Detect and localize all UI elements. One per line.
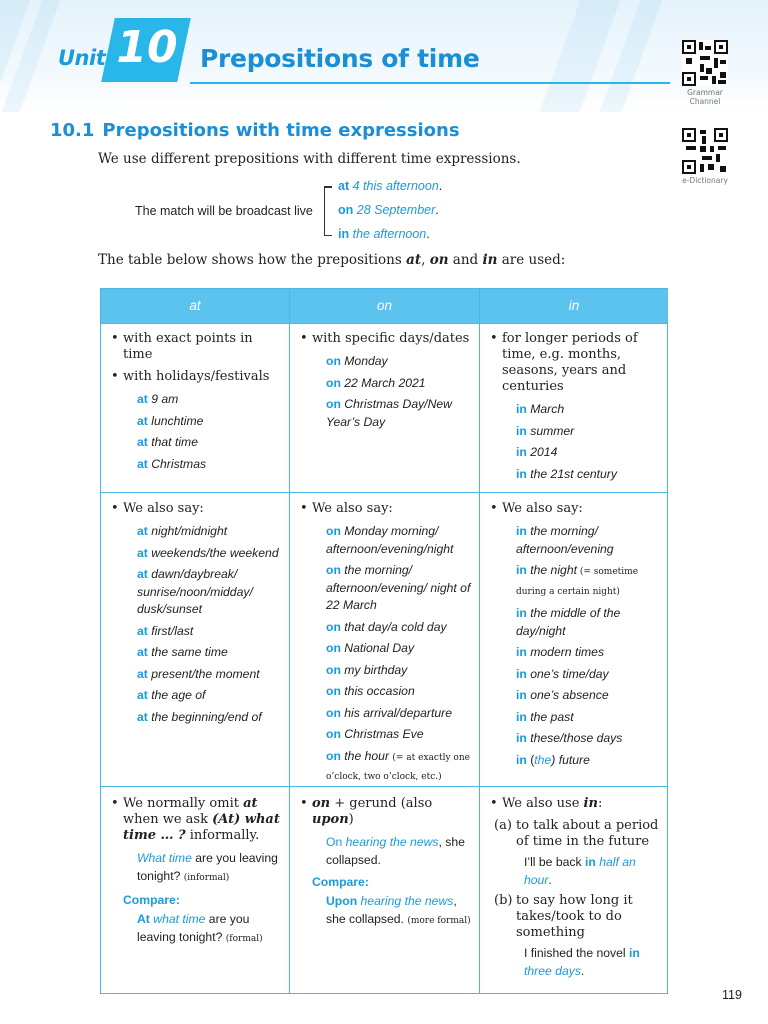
text-run: Upon (326, 894, 358, 908)
text-run: . (548, 872, 552, 887)
text-run: Compare: (312, 875, 369, 889)
text-run: the night (526, 563, 577, 577)
text-run: in (516, 423, 527, 438)
qr-code-e-dictionary[interactable] (682, 128, 728, 174)
text-run: in (629, 946, 640, 960)
text-run: Compare: (123, 893, 180, 907)
text-run: on (326, 619, 341, 634)
text-run: in (583, 796, 598, 811)
text-run: at (406, 252, 422, 268)
table-header-on: on (290, 289, 479, 323)
usage-note: (= sometime during a certain night) (516, 567, 639, 597)
table-intro (98, 252, 565, 268)
text-run: that time (147, 435, 198, 449)
text-run: Monday (340, 354, 388, 368)
example-line (109, 687, 283, 705)
text-run: Christmas (147, 456, 207, 471)
text-run: this occasion (340, 684, 415, 698)
text-run: the beginning/end of (147, 709, 262, 724)
text-run: in (516, 563, 527, 577)
bullet-point (488, 331, 662, 395)
text-run: what time (153, 912, 206, 926)
example-line (488, 752, 662, 770)
text-run: on (326, 524, 341, 538)
text-run: the afternoon (352, 227, 427, 241)
text-run: the (534, 752, 552, 767)
example-line (488, 687, 662, 705)
text-run: at (137, 645, 148, 659)
text-run: the age of (147, 688, 206, 702)
text-run: in (516, 645, 527, 659)
text-run: in (516, 688, 527, 702)
text-run: first/last (147, 623, 194, 638)
text-run: We also use (502, 796, 584, 811)
text-run: one’s absence (526, 688, 609, 702)
example-line (109, 434, 283, 452)
text-run: 2014 (526, 445, 558, 459)
example-line (488, 605, 662, 640)
text-run: We also say: (312, 501, 393, 516)
text-run: . (580, 963, 585, 978)
example-line (488, 444, 662, 462)
compare-label (298, 875, 473, 889)
example-brace (324, 186, 335, 236)
example-lead: The match will be broadcast live (135, 204, 313, 218)
example-line (109, 644, 283, 662)
text-run: that day/a cold day (340, 619, 447, 634)
text-run: on (326, 684, 341, 698)
bullet-point (109, 369, 283, 385)
text-run: for longer periods of time, e.g. months, seasons, years and centuries (502, 331, 638, 394)
example-line (488, 945, 662, 980)
text-run: 28 September (356, 203, 436, 217)
text-run: with holidays/festivals (123, 369, 270, 384)
text-run: upon (312, 812, 349, 827)
cell-on-usage (290, 331, 479, 435)
example-line (298, 562, 473, 615)
bullet-point (488, 796, 662, 812)
example-line (298, 893, 473, 930)
text-run: We also say: (123, 501, 204, 516)
text-run: in (338, 227, 350, 241)
text-run: What time (137, 851, 192, 865)
usage-note: (formal) (225, 933, 263, 944)
text-run: 4 this afternoon (352, 179, 439, 193)
text-run: lunchtime (147, 413, 204, 428)
bullet-point (298, 796, 473, 828)
text-run: ( (526, 752, 535, 767)
example-line (488, 644, 662, 662)
text-run: in (516, 524, 527, 538)
text-run: summer (526, 423, 575, 438)
text-run: at (137, 567, 148, 581)
text-run: on (326, 397, 341, 411)
text-run: (At) what time … ? (123, 812, 280, 843)
sub-point (494, 818, 662, 850)
text-run: the middle of the day/night (516, 606, 621, 638)
text-run: with specific days/dates (312, 331, 470, 346)
qr-code-grammar-channel[interactable] (682, 40, 728, 86)
example-line (488, 401, 662, 419)
text-run: in (516, 731, 527, 745)
text-run: informally. (185, 828, 260, 843)
text-run: On (326, 835, 343, 849)
text-run: hearing the news (360, 894, 454, 908)
text-run: in (516, 445, 527, 459)
example-line (298, 662, 473, 680)
text-run: are you leaving tonight? (137, 851, 278, 883)
text-run: in (584, 855, 596, 869)
text-run: the morning/ afternoon/evening/ night of 22 March (326, 563, 471, 612)
text-run: his arrival/departure (340, 705, 452, 720)
example-line (488, 423, 662, 441)
text-run: on (326, 662, 341, 677)
bullet-point (109, 331, 283, 363)
row-divider (101, 492, 667, 493)
text-run: ) (348, 812, 354, 827)
text-run: I’ll be back (524, 855, 585, 869)
example-line (298, 375, 473, 393)
text-run: weekends/the weekend (147, 545, 279, 560)
example-line (109, 545, 283, 563)
bullet-point (298, 331, 473, 347)
text-run: . (438, 179, 443, 193)
text-run: I finished the novel (524, 946, 630, 960)
example-line (109, 666, 283, 684)
example-line (298, 834, 473, 869)
text-run: on (312, 796, 331, 811)
text-run: in (516, 709, 527, 724)
text-run: at (137, 545, 148, 560)
example-line (488, 523, 662, 558)
example-line (298, 353, 473, 371)
cell-in-usage (480, 331, 668, 487)
section-heading (50, 120, 468, 141)
text-run: three days (524, 963, 581, 978)
text-run: 9 am (147, 392, 179, 406)
text-run: at (137, 413, 148, 428)
page-number: 119 (722, 988, 742, 1002)
text-run: 22 March 2021 (340, 375, 426, 390)
text-run: We normally omit (123, 796, 244, 811)
qr-dictionary-caption: e-Dictionary (682, 176, 728, 185)
text-run: ) future (551, 752, 590, 767)
section-intro: We use different prepositions with different time expressions. (98, 151, 521, 167)
text-run: , (421, 252, 430, 268)
text-run: dawn/daybreak/ sunrise/noon/midday/ dusk/sunset (137, 567, 253, 616)
text-run: the same time (147, 645, 228, 659)
text-run: half an hour (524, 855, 636, 887)
page-title: Prepositions of time (200, 44, 480, 73)
text-run: the hour (340, 748, 393, 763)
bullet-point (109, 501, 283, 517)
text-run: hearing the news (345, 835, 439, 849)
text-run: : (597, 796, 603, 811)
text-run: on (326, 563, 341, 577)
usage-note: (more formal) (407, 915, 471, 926)
text-run: on (338, 203, 354, 217)
example-line (109, 413, 283, 431)
example-line (109, 623, 283, 641)
text-run: at (137, 456, 148, 471)
text-run: to talk about a period of time in the future (516, 818, 659, 849)
text-run: at (137, 392, 148, 406)
text-run: at (137, 709, 148, 724)
text-run: with exact points in time (123, 331, 253, 362)
cell-on-also-say (290, 501, 479, 791)
text-run: these/those days (526, 731, 623, 745)
section-number: 10.1 (50, 120, 95, 141)
text-run: at (137, 435, 148, 449)
example-line (109, 391, 283, 409)
example-line (488, 666, 662, 684)
sub-point (494, 893, 662, 941)
example-line (298, 640, 473, 658)
bullet-point (109, 796, 283, 844)
table-header-at: at (101, 289, 289, 323)
text-run: Christmas Day/New Year’s Day (326, 397, 452, 429)
example-line (109, 566, 283, 619)
text-run: the past (526, 709, 574, 724)
text-run: on (326, 727, 341, 741)
cell-in-also-use (480, 796, 668, 984)
example-line (488, 466, 662, 484)
text-run: on (326, 375, 341, 390)
text-run: in (516, 752, 527, 767)
text-run: night/midnight (147, 524, 228, 538)
text-run: on (326, 705, 341, 720)
text-run: modern times (526, 645, 605, 659)
text-run: . (426, 227, 430, 241)
sub-point-label: (b) (494, 893, 513, 908)
usage-note: (informal) (183, 872, 230, 883)
text-run: at (243, 796, 258, 811)
text-run: at (137, 666, 148, 681)
usage-note: (= at exactly one o’clock, two o’clock, etc.) (326, 752, 470, 782)
text-run: in (516, 666, 527, 681)
example-line-in (338, 227, 430, 241)
prepositions-table (100, 288, 668, 994)
example-line (298, 619, 473, 637)
text-run: in (516, 402, 527, 416)
row-divider (101, 323, 667, 324)
text-run: on (326, 748, 341, 763)
example-line-at (338, 179, 442, 193)
cell-at-also-say (101, 501, 289, 730)
bullet-point (298, 501, 473, 517)
example-line (488, 562, 662, 601)
text-run: on (429, 252, 449, 268)
example-line (109, 709, 283, 727)
example-line (488, 709, 662, 727)
example-line-on (338, 203, 439, 217)
text-run: when we ask (123, 812, 213, 827)
text-run: , she collapsed. (326, 894, 457, 926)
compare-label (109, 893, 283, 907)
text-run: are you leaving tonight? (137, 912, 250, 944)
example-line (488, 730, 662, 748)
text-run: the 21st century (526, 466, 617, 481)
text-run: National Day (340, 641, 415, 655)
text-run: in (516, 606, 527, 620)
example-line (109, 911, 283, 948)
text-run: at (338, 179, 350, 193)
text-run: the morning/ afternoon/evening (516, 524, 614, 556)
cell-on-gerund (290, 796, 479, 934)
example-line (109, 456, 283, 474)
text-run: . (435, 203, 439, 217)
text-run: in (482, 252, 498, 268)
text-run: my birthday (340, 662, 408, 677)
text-run: on (326, 641, 341, 655)
example-line (298, 726, 473, 744)
text-run: The table below shows how the prepositions (98, 252, 407, 268)
unit-number: 10 (116, 22, 178, 73)
text-run: one’s time/day (526, 666, 609, 681)
text-run: + gerund (also (330, 796, 433, 811)
text-run: Monday morning/ afternoon/evening/night (326, 524, 454, 556)
title-rule (190, 82, 670, 84)
example-line (298, 748, 473, 787)
example-line (109, 523, 283, 541)
text-run: in (516, 466, 527, 481)
example-line (298, 683, 473, 701)
text-run: at (137, 623, 148, 638)
text-run: , she collapsed. (326, 835, 465, 867)
text-run: Christmas Eve (340, 727, 424, 741)
text-run: at (137, 524, 148, 538)
section-title: Prepositions with time expressions (102, 120, 460, 141)
text-run: at (137, 688, 148, 702)
text-run: We also say: (502, 501, 583, 516)
bullet-point (488, 501, 662, 517)
text-run: on (326, 354, 341, 368)
text-run: and (448, 252, 483, 268)
text-run: to say how long it takes/took to do something (516, 893, 633, 940)
text-run: March (526, 402, 565, 416)
example-line (488, 854, 662, 889)
example-line (298, 705, 473, 723)
example-line (298, 396, 473, 431)
example-line (109, 850, 283, 887)
table-header-in: in (480, 289, 668, 323)
cell-at-omit (101, 796, 289, 952)
qr-grammar-caption: Grammar Channel (687, 88, 723, 106)
sub-point-label: (a) (494, 818, 512, 833)
text-run: present/the moment (147, 666, 260, 681)
text-run: are used: (497, 252, 566, 268)
example-line (298, 523, 473, 558)
unit-label: Unit (58, 46, 106, 70)
cell-in-also-say (480, 501, 668, 773)
text-run: At (137, 912, 150, 926)
cell-at-usage (101, 331, 289, 477)
